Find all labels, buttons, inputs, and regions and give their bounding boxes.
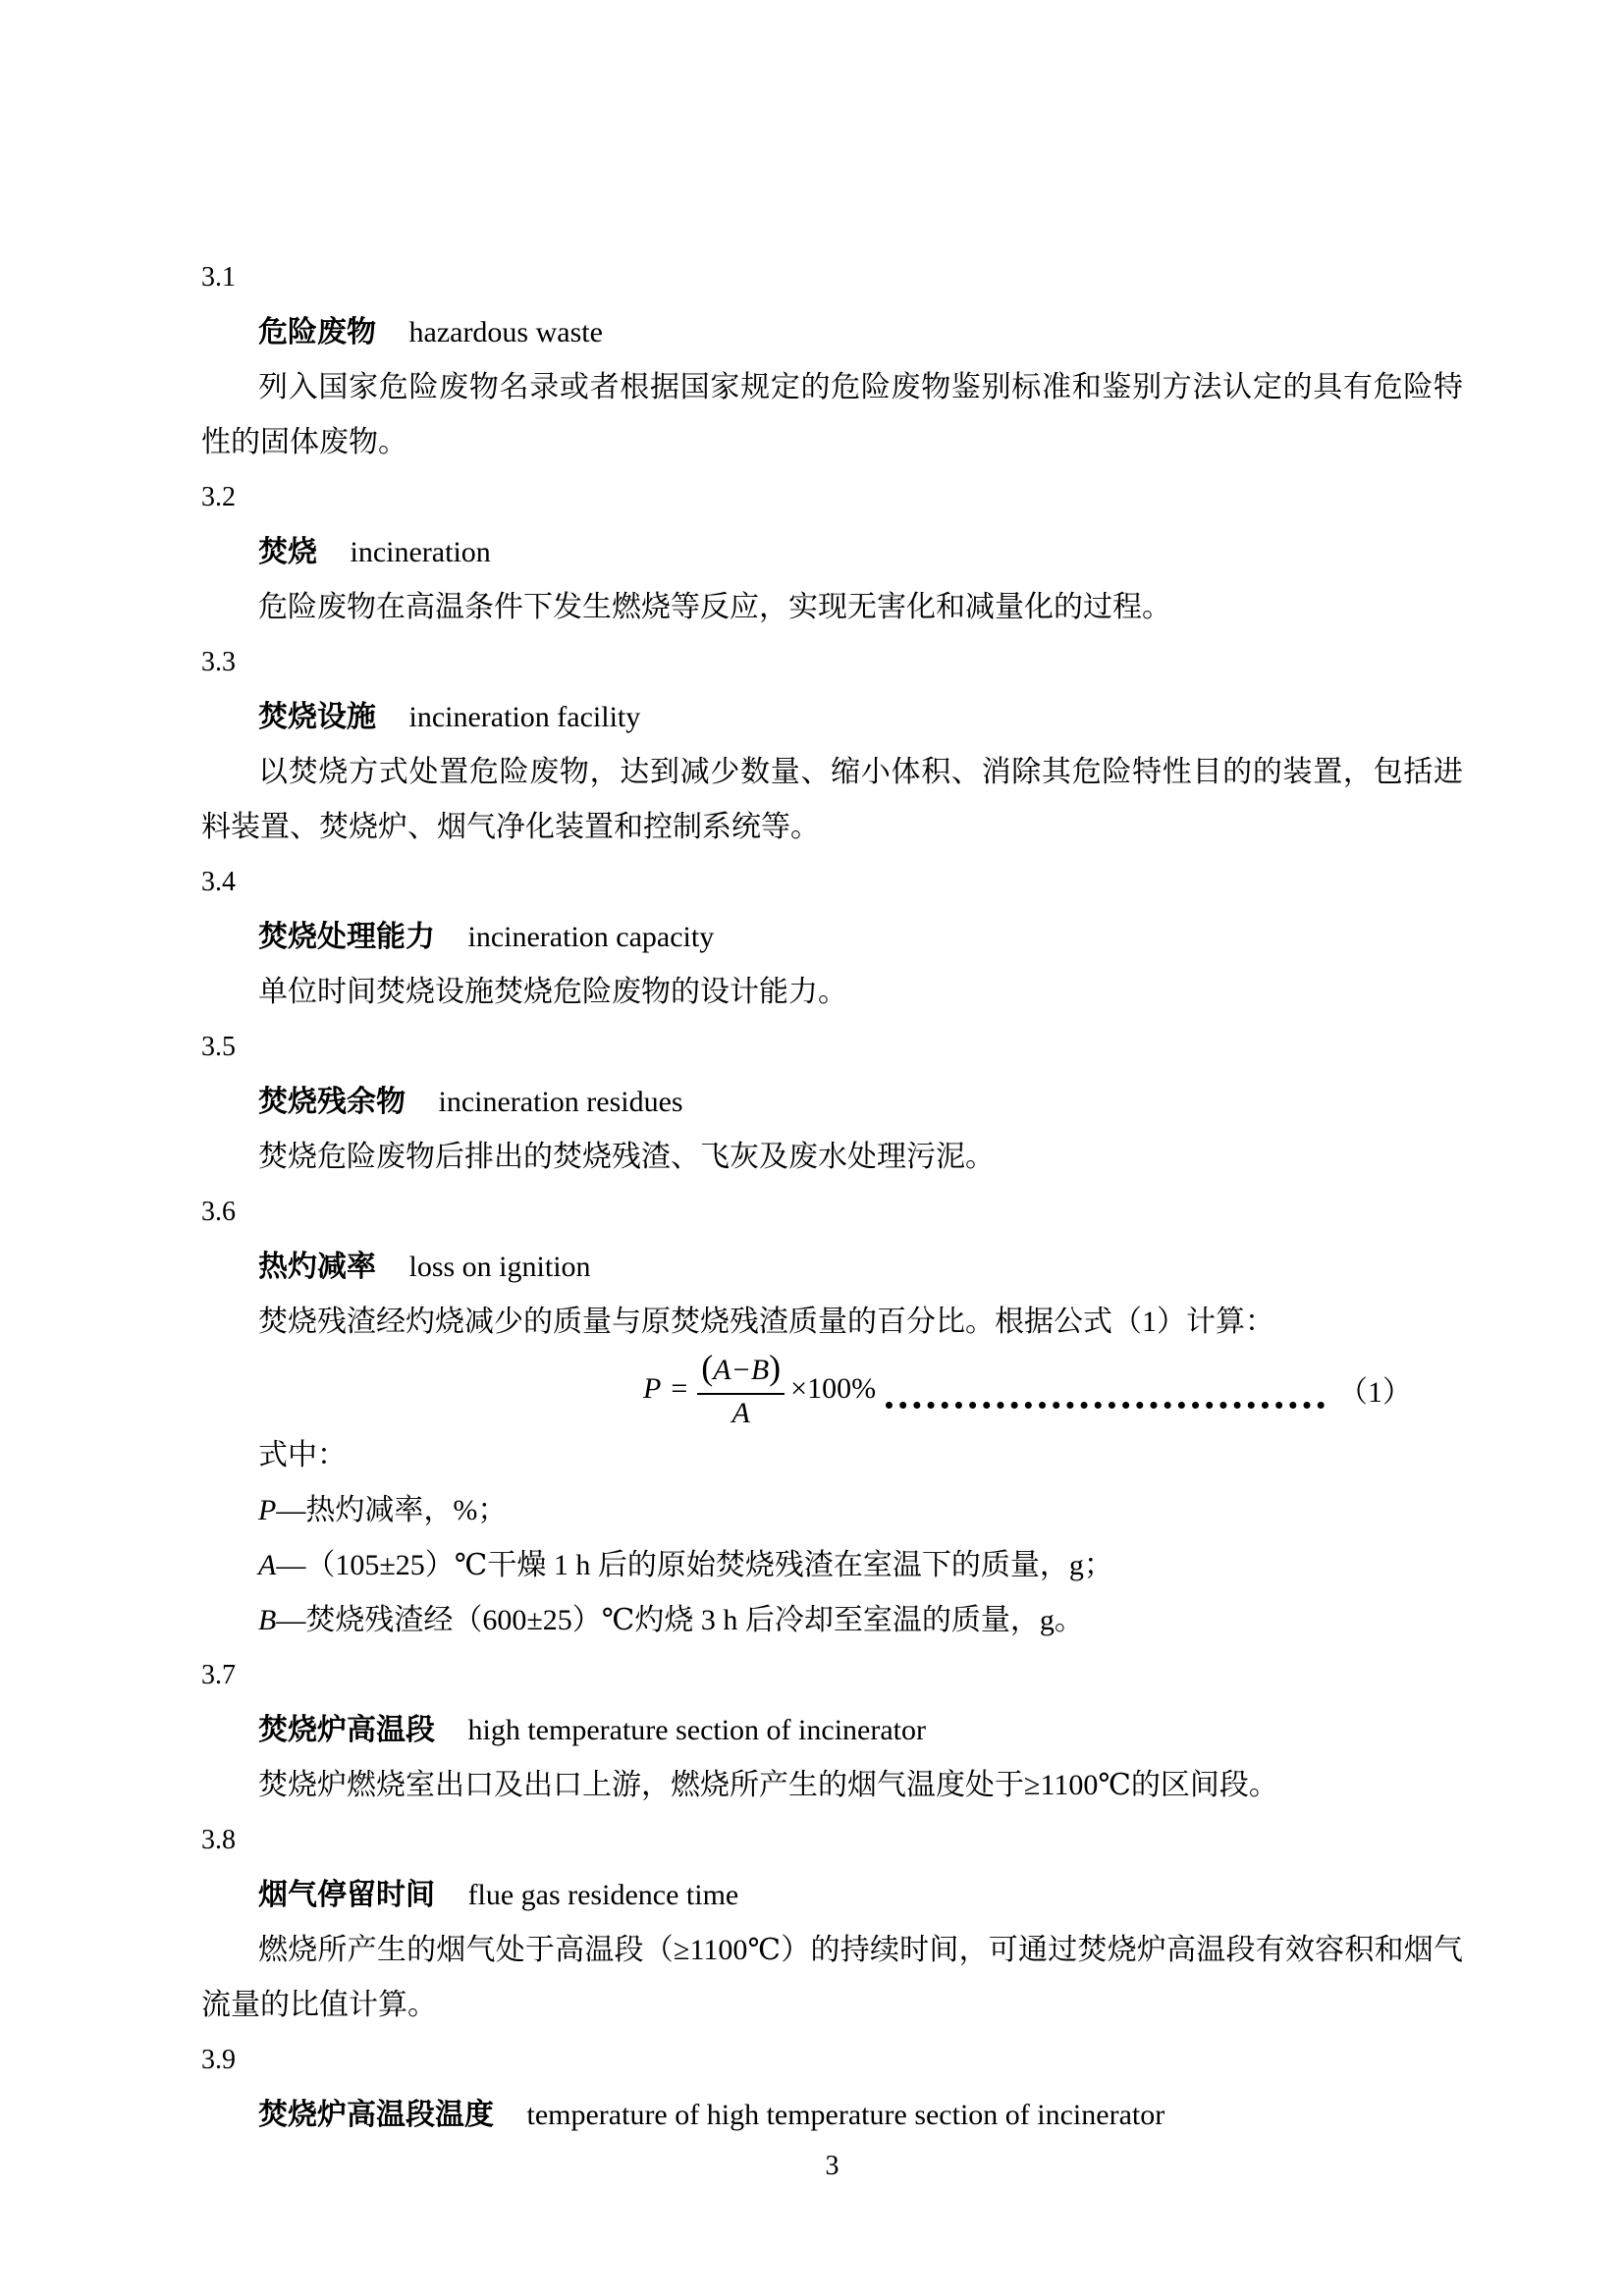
term-chinese: 焚烧设施 xyxy=(258,701,376,733)
variable-description: —（105±25）℃干燥 1 h 后的原始焚烧残渣在室温下的质量，g； xyxy=(276,1549,1113,1581)
term-english: high temperature section of incinerator xyxy=(467,1714,926,1746)
variable-definition-B xyxy=(201,1593,1463,1648)
variable-symbol: B xyxy=(258,1604,277,1636)
term-heading xyxy=(201,525,1463,580)
terms-and-definitions xyxy=(201,250,1463,2143)
term-chinese: 烟气停留时间 xyxy=(258,1879,435,1911)
definition-text: 焚烧炉燃烧室出口及出口上游，燃烧所产生的烟气温度处于≥1100℃的区间段。 xyxy=(258,1769,1278,1801)
formula-number: （1） xyxy=(1338,1376,1412,1409)
term-section-3-9 xyxy=(201,2033,1463,2143)
definition-text: 以焚烧方式处置危险废物，达到减少数量、缩小体积、消除其危险特性目的的装置，包括进料装置、焚烧炉、烟气净化装置和控制系统等。 xyxy=(201,756,1463,843)
fraction-denominator: A xyxy=(731,1397,750,1429)
page-number: 3 xyxy=(825,2151,839,2181)
definition-text: 焚烧危险废物后排出的焚烧残渣、飞灰及废水处理污泥。 xyxy=(258,1141,995,1173)
definition-text: 单位时间焚烧设施焚烧危险废物的设计能力。 xyxy=(258,976,847,1008)
clause-number: 3.4 xyxy=(201,867,236,897)
term-section-3-3 xyxy=(201,635,1463,855)
term-english: flue gas residence time xyxy=(467,1879,739,1911)
term-chinese: 热灼减率 xyxy=(258,1251,376,1283)
term-heading xyxy=(201,1703,1463,1758)
term-heading xyxy=(201,1075,1463,1130)
variable-description: —热灼减率，%； xyxy=(276,1494,508,1526)
term-section-3-1 xyxy=(201,250,1463,470)
term-heading xyxy=(201,1240,1463,1295)
term-heading xyxy=(201,690,1463,745)
formula-1 xyxy=(201,1350,1463,1428)
formula-fraction xyxy=(697,1348,785,1430)
equals-sign: = xyxy=(671,1372,688,1405)
term-section-3-4 xyxy=(201,855,1463,1020)
definition-text: 列入国家危险废物名录或者根据国家规定的危险废物鉴别标准和鉴别方法认定的具有危险特性的固体废物。 xyxy=(201,371,1463,458)
formula-lhs: P xyxy=(643,1372,662,1405)
definition-text: 燃烧所产生的烟气处于高温段（≥1100℃）的持续时间，可通过焚烧炉高温段有效容积和烟气流量的比值计算。 xyxy=(201,1934,1463,2021)
term-heading xyxy=(201,2088,1463,2143)
term-section-3-2 xyxy=(201,470,1463,635)
fraction-numerator: (A−B) xyxy=(697,1348,785,1395)
variable-symbol: P xyxy=(258,1494,277,1526)
term-section-3-6 xyxy=(201,1185,1463,1648)
clause-number: 3.9 xyxy=(201,2045,236,2075)
term-chinese: 焚烧炉高温段温度 xyxy=(258,2099,494,2131)
term-section-3-7 xyxy=(201,1648,1463,1813)
term-chinese: 焚烧处理能力 xyxy=(258,921,435,953)
definition-text: 危险废物在高温条件下发生燃烧等反应，实现无害化和减量化的过程。 xyxy=(258,591,1171,623)
clause-number: 3.6 xyxy=(201,1197,236,1227)
term-english: temperature of high temperature section of incinerator xyxy=(526,2099,1165,2131)
term-english: loss on ignition xyxy=(408,1251,591,1283)
clause-number: 3.3 xyxy=(201,647,236,677)
definition-text: 焚烧残渣经灼烧减少的质量与原焚烧残渣质量的百分比。根据公式（1）计算： xyxy=(258,1306,1274,1338)
clause-number: 3.8 xyxy=(201,1825,236,1855)
variable-definition-A xyxy=(201,1538,1463,1593)
where-intro: 式中： xyxy=(258,1439,347,1471)
term-chinese: 焚烧 xyxy=(258,536,317,568)
clause-number: 3.7 xyxy=(201,1660,236,1690)
term-section-3-8 xyxy=(201,1813,1463,2033)
term-english: incineration capacity xyxy=(467,921,715,953)
clause-number: 3.5 xyxy=(201,1032,236,1062)
term-english: incineration residues xyxy=(438,1086,683,1118)
clause-number: 3.2 xyxy=(201,482,236,512)
term-english: incineration facility xyxy=(408,701,641,733)
variable-symbol: A xyxy=(258,1549,277,1581)
term-heading xyxy=(201,910,1463,965)
term-english: hazardous waste xyxy=(408,316,603,348)
term-english: incineration xyxy=(350,536,491,568)
term-chinese: 焚烧残余物 xyxy=(258,1086,406,1118)
variable-definition-P xyxy=(201,1483,1463,1538)
dotted-leader xyxy=(886,1402,1325,1409)
term-chinese: 焚烧炉高温段 xyxy=(258,1714,435,1746)
formula-multiplier: ×100% xyxy=(790,1372,877,1405)
term-section-3-5 xyxy=(201,1020,1463,1185)
term-chinese: 危险废物 xyxy=(258,316,376,348)
variable-description: —焚烧残渣经（600±25）℃灼烧 3 h 后冷却至室温的质量，g。 xyxy=(276,1604,1084,1636)
clause-number: 3.1 xyxy=(201,262,236,293)
term-heading xyxy=(201,305,1463,360)
term-heading xyxy=(201,1868,1463,1923)
